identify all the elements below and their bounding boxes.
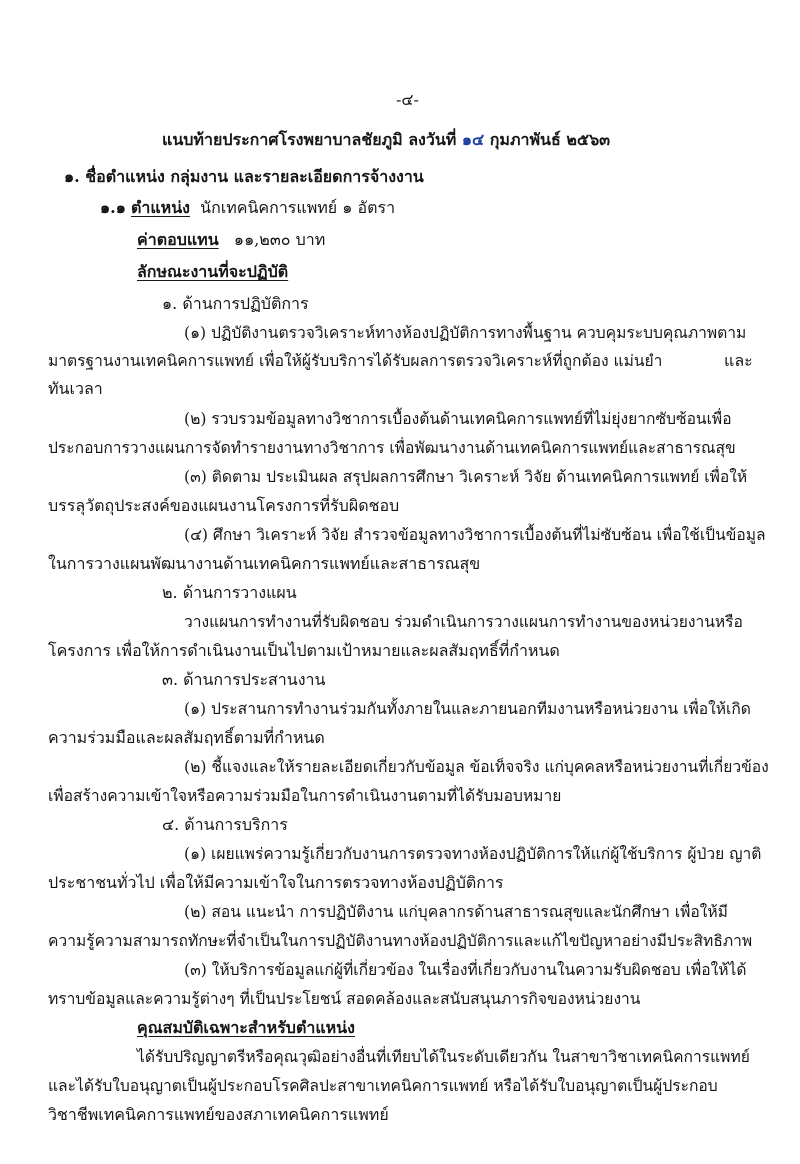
qualifications-title: คุณสมบัติเฉพาะสำหรับตำแหน่ง xyxy=(137,1018,355,1037)
service-item1-line1: (๑) เผยแพร่ความรู้เกี่ยวกับงานการตรวจทางห้องปฏิบัติการให้แก่ผู้ใช้บริการ ผู้ป่วย ญาติ xyxy=(184,845,762,863)
coordination-item2-line2: เพื่อสร้างความเข้าใจหรือความร่วมมือในการดำเนินงานตามที่ได้รับมอบหมาย xyxy=(48,787,562,805)
coordination-title: ๓. ด้านการประสานงาน xyxy=(162,670,326,689)
position-label: ตำแหน่ง xyxy=(130,198,190,217)
operations-item4-line1: (๔) ศึกษา วิเคราะห์ วิจัย สำรวจข้อมูลทางวิชาการเบื้องต้นที่ไม่ซับซ้อน เพื่อใช้เป็นข้อมูล xyxy=(184,526,766,544)
duties-title: ลักษณะงานที่จะปฏิบัติ xyxy=(137,262,289,281)
coordination-item1-line1: (๑) ประสานการทำงานร่วมกันทั้งภายในและภายนอกทีมงานหรือหน่วยงาน เพื่อให้เกิด xyxy=(184,700,751,718)
operations-item4-line2: ในการวางแผนพัฒนางานด้านเทคนิคการแพทย์และสาธารณสุข xyxy=(48,554,481,573)
planning-line1: วางแผนการทำงานที่รับผิดชอบ ร่วมดำเนินการวางแผนการทำงานของหน่วยงานหรือ xyxy=(184,613,743,631)
coordination-item1-line2: ความร่วมมือและผลสัมฤทธิ์ตามที่กำหนด xyxy=(48,728,325,747)
service-item1-line2: ประชาชนทั่วไป เพื่อให้มีความเข้าใจในการตรวจทางห้องปฏิบัติการ xyxy=(48,873,504,892)
qualifications-line3: วิชาชีพเทคนิคการแพทย์ของสภาเทคนิคการแพทย์ xyxy=(48,1105,389,1124)
salary-label: ค่าตอบแทน xyxy=(137,230,219,249)
service-title: ๔. ด้านการบริการ xyxy=(162,815,288,834)
header-prefix: แนบท้ายประกาศโรงพยาบาลชัยภูมิ ลงวันที่ xyxy=(162,130,462,149)
operations-item1-line1: (๑) ปฏิบัติงานตรวจวิเคราะห์ทางห้องปฏิบัติการทางพื้นฐาน ควบคุมระบบคุณภาพตาม xyxy=(184,324,747,342)
operations-item3-line2: บรรลุวัตถุประสงค์ของแผนงานโครงการที่รับผิดชอบ xyxy=(48,496,400,515)
header-suffix: กุมภาพันธ์ ๒๕๖๓ xyxy=(484,130,611,149)
operations-item1-line2-end: และ xyxy=(724,351,753,370)
announcement-header xyxy=(162,129,610,151)
coordination-item2-line1: (๒) ชี้แจงและให้รายละเอียดเกี่ยวกับข้อมูล ข้อเท็จจริง แก่บุคคลหรือหน่วยงานที่เกี่ยวข้อง xyxy=(184,758,769,776)
section-title: ๑. ชื่อตำแหน่ง กลุ่มงาน และรายละเอียดการจ้างงาน xyxy=(64,167,424,186)
service-item2-line1: (๒) สอน แนะนำ การปฏิบัติงาน แก่บุคลากรด้านสาธารณสุขและนักศึกษา เพื่อให้มี xyxy=(184,903,728,921)
operations-title: ๑. ด้านการปฏิบัติการ xyxy=(162,294,309,313)
operations-item1-line2: มาตรฐานงานเทคนิคการแพทย์ เพื่อให้ผู้รับบริการได้รับผลการตรวจวิเคราะห์ที่ถูกต้อง แม่นยำ xyxy=(48,352,663,370)
salary-row xyxy=(137,229,325,251)
page-number: -๔- xyxy=(396,90,419,109)
service-item2-line2: ความรู้ความสามารถทักษะที่จำเป็นในการปฏิบัติงานทางห้องปฏิบัติการและแก้ไขปัญหาอย่างมีประสิทธิภาพ xyxy=(48,932,753,950)
handwritten-day: ๑๔ xyxy=(461,130,485,149)
service-item3-line2: ทราบข้อมูลและความรู้ต่างๆ ที่เป็นประโยชน์ สอดคล้องและสนับสนุนภารกิจของหน่วยงาน xyxy=(48,990,641,1008)
qualifications-line2: และได้รับใบอนุญาตเป็นผู้ประกอบโรคศิลปะสาขาเทคนิคการแพทย์ หรือได้รับใบอนุญาตเป็นผู้ประกอบ xyxy=(48,1077,718,1095)
position-number: ๑.๑ xyxy=(100,198,126,217)
operations-item2-line2: ประกอบการวางแผนการจัดทำรายงานทางวิชาการ เพื่อพัฒนางานด้านเทคนิคการแพทย์และสาธารณสุข xyxy=(48,439,736,457)
operations-item1-line3: ทันเวลา xyxy=(48,379,103,398)
qualifications-line1: ได้รับปริญญาตรีหรือคุณวุฒิอย่างอื่นที่เทียบได้ในระดับเดียวกัน ในสาขาวิชาเทคนิคการแพทย์ xyxy=(137,1048,750,1066)
operations-item3-line1: (๓) ติดตาม ประเมินผล สรุปผลการศึกษา วิเคราะห์ วิจัย ด้านเทคนิคการแพทย์ เพื่อให้ xyxy=(184,468,748,486)
operations-item2-line1: (๒) รวบรวมข้อมูลทางวิชาการเบื้องต้นด้านเทคนิคการแพทย์ที่ไม่ยุ่งยากซับซ้อนเพื่อ xyxy=(184,410,732,428)
position-row xyxy=(100,197,395,219)
service-item3-line1: (๓) ให้บริการข้อมูลแก่ผู้ที่เกี่ยวข้อง ในเรื่องที่เกี่ยวกับงานในความรับผิดชอบ เพื่อให้ได้ xyxy=(184,961,747,979)
planning-line2: โครงการ เพื่อให้การดำเนินงานเป็นไปตามเป้าหมายและผลสัมฤทธิ์ที่กำหนด xyxy=(48,641,560,660)
salary-value: ๑๑,๒๓๐ บาท xyxy=(233,230,326,249)
position-value: นักเทคนิคการแพทย์ ๑ อัตรา xyxy=(200,198,396,217)
planning-title: ๒. ด้านการวางแผน xyxy=(162,583,297,602)
